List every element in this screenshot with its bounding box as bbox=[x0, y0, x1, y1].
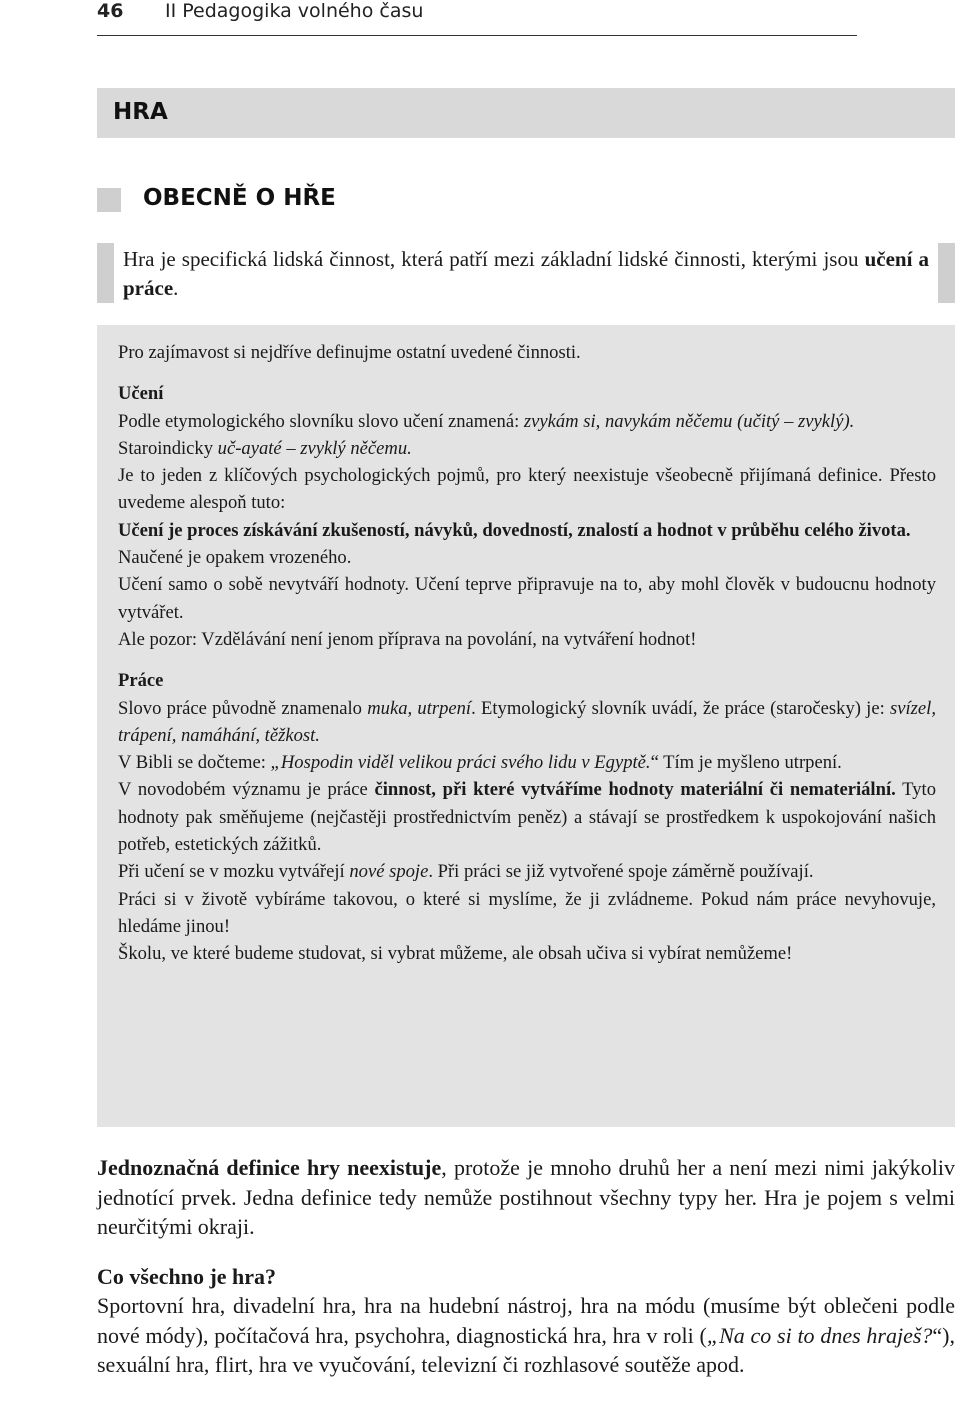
prace-heading: Práce bbox=[118, 670, 164, 692]
running-title: II Pedagogika volného času bbox=[165, 0, 424, 22]
prace-p2: V Bibli se dočteme: „Hospodin viděl velikou práci svého lidu v Egyptě.“ Tím je myšleno utrpení. bbox=[118, 752, 842, 774]
uceni-p5: Učení samo o sobě nevytváří hodnoty. Učení teprve připravuje na to, aby mohl člověk v budoucnu hodnoty vytvářet. bbox=[118, 574, 936, 623]
prace-p5: Práci si v životě vybíráme takovou, o které si myslíme, že ji zvládneme. Pokud nám práce nevyhovuje, hledáme jinou! bbox=[118, 888, 936, 937]
main-text bbox=[97, 1153, 955, 1380]
uceni-p3: Je to jeden z klíčových psychologických pojmů, pro který neexistuje všeobecně přijímaná definice. Přesto uvedeme alespoň tuto: bbox=[118, 465, 936, 514]
uceni-definition: Učení je proces získávání zkušeností, návyků, dovedností, znalostí a hodnot v průběhu celého života. bbox=[118, 519, 911, 541]
prace-p1: Slovo práce původně znamenalo muka, utrpení. Etymologický slovník uvádí, že práce (staročesky) je: svízel, trápení, namáhání, těžkost. bbox=[118, 697, 936, 746]
uceni-heading: Učení bbox=[118, 383, 164, 405]
definition-paragraph: Jednoznačná definice hry neexistuje, protože je mnoho druhů her a není mezi nimi jakýkoliv jednotící prvek. Jedna definice tedy nemůže postihnout všechny typy her. Hra je pojem s velmi neurčitými okraji. bbox=[97, 1155, 955, 1239]
prace-p4: Při učení se v mozku vytvářejí nové spoje. Při práci se již vytvořené spoje záměrně používají. bbox=[118, 861, 814, 883]
bullet-square bbox=[97, 188, 121, 212]
section-title-bar bbox=[97, 88, 955, 138]
uceni-p6: Ale pozor: Vzdělávání není jenom příprava na povolání, na vytváření hodnot! bbox=[118, 628, 697, 650]
uceni-p1: Podle etymologického slovníku slovo učení znamená: zvykám si, navykám něčemu (učitý – zvyklý). bbox=[118, 410, 855, 432]
uceni-p4: Naučené je opakem vrozeného. bbox=[118, 547, 352, 569]
section-title: HRA bbox=[113, 99, 168, 125]
quote-bar-right bbox=[938, 243, 955, 303]
page-header bbox=[0, 0, 960, 26]
question-heading: Co všechno je hra? bbox=[97, 1263, 277, 1289]
prace-p6: Školu, ve které budeme studovat, si vybrat můžeme, ale obsah učiva si vybírat nemůžeme! bbox=[118, 943, 793, 965]
prace-p3: V novodobém významu je práce činnost, při které vytváříme hodnoty materiální či nemateriální. Tyto hodnoty pak směňujeme (nejčastěji prostřednictvím peněz) a stávají se prostředkem k uspokojování našich potřeb, estetických zážitků. bbox=[118, 779, 936, 856]
examples-paragraph: Sportovní hra, divadelní hra, hra na hudební nástroj, hra na módu (musíme být oblečeni podle nové módy), počítačová hra, psychohra, diagnostická hra, hra v roli („Na co si to dnes hraješ?“), sexuální hra, flirt, hra ve vyučování, televizní či rozhlasové soutěže apod. bbox=[97, 1293, 955, 1377]
uceni-p2: Staroindicky uč-ayaté – zvyklý něčemu. bbox=[118, 437, 412, 459]
subsection-title: OBECNĚ O HŘE bbox=[143, 185, 336, 211]
intro-paragraph: Hra je specifická lidská činnost, která patří mezi základní lidské činnosti, kterými jsou učení a práce. bbox=[123, 247, 929, 300]
info-box-content bbox=[118, 339, 936, 968]
box-lead: Pro zajímavost si nejdříve definujme ostatní uvedené činnosti. bbox=[118, 342, 581, 363]
page-number: 46 bbox=[97, 0, 124, 22]
quote-bar-left bbox=[97, 243, 114, 303]
header-rule bbox=[97, 35, 857, 36]
